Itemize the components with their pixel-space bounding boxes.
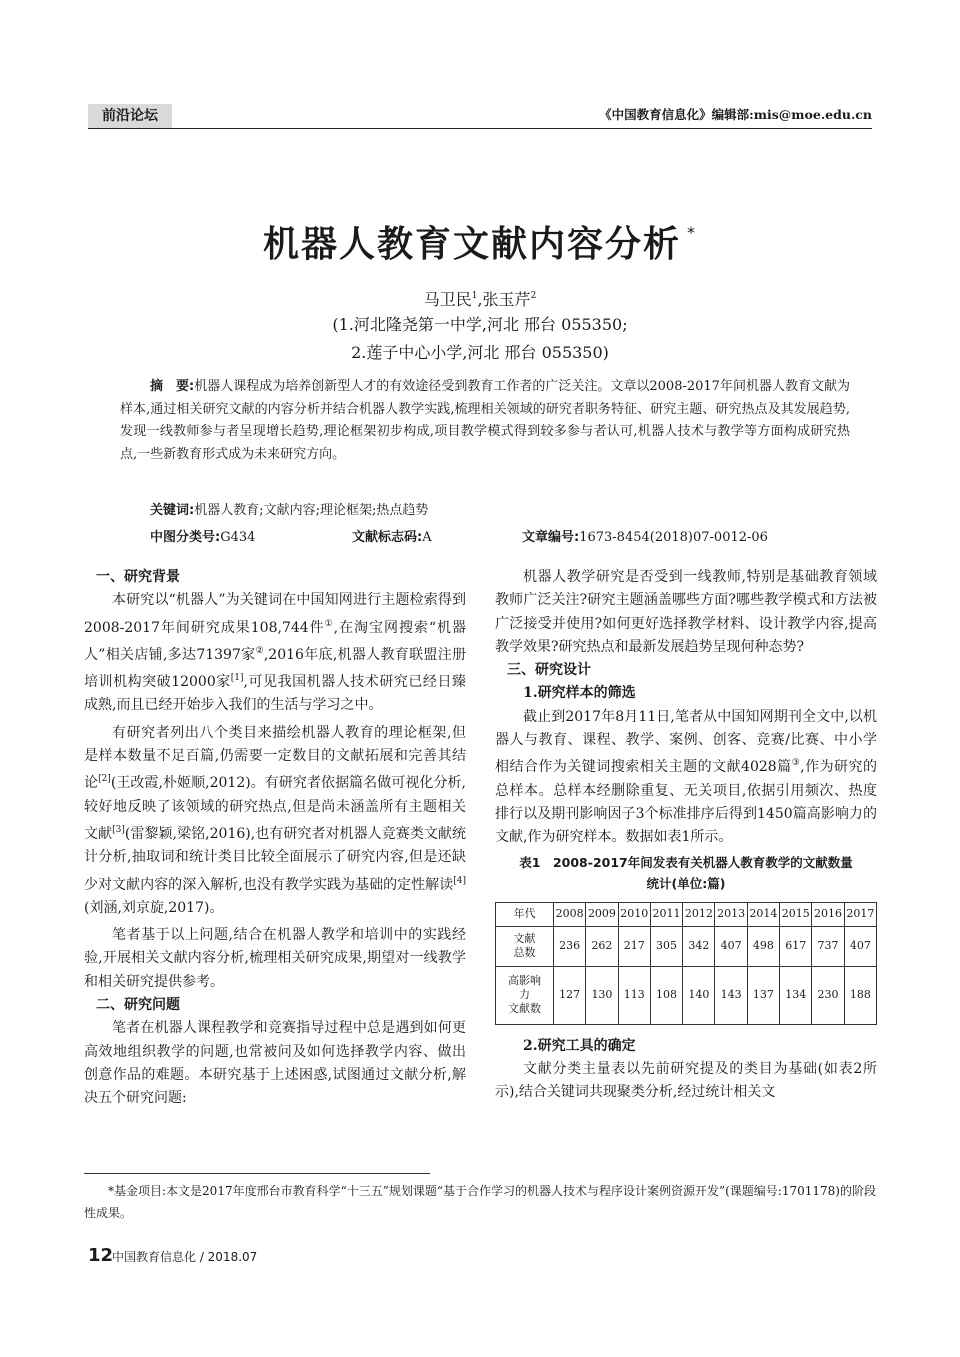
year-cell: 2011	[650, 902, 682, 926]
value-cell: 188	[844, 966, 876, 1024]
value-cell: 108	[650, 966, 682, 1024]
document-code	[352, 527, 432, 549]
footnote-rule	[84, 1173, 430, 1174]
abstract-text: 机器人课程成为培养创新型人才的有效途径受到教育工作者的广泛关注。文章以2008-2017年间机器人教育文献为样本,通过相关研究文献的内容分析并结合机器人教学实践,梳理相关领域的研究者职务特征、研究主题、研究热点及其发展趋势,发现一线教师参与者呈现增长趋势,理论框架初步构成,项目教学模式得到较多参与者认可,机器人技术与教学等方面构成研究热点,一些新教育形式成为未来研究方向。	[120, 379, 851, 462]
table-caption-line-1: 表1 2008-2017年间发表有关机器人教育教学的文献数量	[519, 854, 853, 870]
heading-questions: 二、研究问题	[96, 997, 180, 1014]
subheading-sample: 1.研究样本的筛选	[523, 685, 636, 702]
value-cell: 140	[683, 966, 715, 1024]
author-2: 张玉芹	[482, 290, 531, 309]
row-label-total	[496, 926, 554, 966]
value-cell: 113	[618, 966, 650, 1024]
text-span: ,作为研究的总样本。总样本经删除重复、无关项目,依据引用频次、热度排行以及期刊影响因子3个标准排序后得到1450篇高影响力的文献,作为研究样本。数据如表1所示。	[495, 759, 877, 846]
year-cell: 2008	[554, 902, 586, 926]
year-cell: 2013	[715, 902, 747, 926]
text-span: (王改霞,朴姬顺,2012)。有研究者依据篇名做可视化分析,较好地反映了该领域的研究热点,但是尚未涵盖所有主题相关文献	[84, 775, 467, 842]
paragraph-questions-list: 机器人教学研究是否受到一线教师,特别是基础教育领域教师广泛关注?研究主题涵盖哪些方面?哪些教学模式和方法被广泛接受并使用?如何更好选择教学材料、设计教学内容,提高教学效果?研究热点和最新发展趋势呈现何种态势?	[495, 569, 877, 655]
doc-value: A	[422, 530, 432, 545]
paragraph-background-3: 笔者基于以上问题,结合在机器人教学和培训中的实践经验,开展相关文献内容分析,梳理相关研究成果,期望对一线教学和相关研究提供参考。	[84, 927, 466, 990]
value-cell: 737	[812, 926, 844, 966]
subheading-tools: 2.研究工具的确定	[523, 1037, 636, 1054]
affiliation-2: 2.莲子中心小学,河北 邢台 055350)	[351, 343, 609, 362]
abstract-label: 摘 要:	[150, 379, 195, 394]
paragraph-tools: 文献分类主量表以先前研究提及的类目为基础(如表2所示),结合关键词共现聚类分析,经过统计相关文	[495, 1060, 877, 1101]
text-span: ,2016年底,机器人教育联盟注册培训机构突破12000家	[84, 646, 466, 691]
value-cell: 137	[747, 966, 779, 1024]
keywords-label: 关键词:	[150, 503, 195, 518]
value-cell: 498	[747, 926, 779, 966]
value-cell: 262	[586, 926, 618, 966]
author-separator: ,	[477, 290, 483, 309]
clc-label: 中图分类号:	[150, 530, 221, 545]
right-column	[495, 566, 877, 1104]
title-footnote-mark: *	[687, 223, 697, 242]
paragraph-background-1	[84, 589, 466, 717]
title-text: 机器人教育文献内容分析	[262, 224, 681, 265]
literature-count-table	[495, 902, 877, 1025]
paragraph-questions: 笔者在机器人课程教学和竞赛指导过程中总是遇到如何更高效地组织教学的问题,也常被问及如何选择教学内容、做出创意作品的难题。本研究基于上述困惑,试图通过文献分析,解决五个研究问题:	[84, 1020, 466, 1107]
table-row	[496, 966, 877, 1024]
section-tag: 前沿论坛	[88, 104, 172, 128]
doc-label: 文献标志码:	[352, 530, 423, 545]
row-label-line: 文献	[513, 932, 536, 946]
abstract	[120, 376, 850, 466]
citation-mark: [1]	[230, 673, 244, 684]
keywords-text: 机器人教育;文献内容;理论框架;热点趋势	[194, 503, 429, 518]
clc-number	[150, 527, 255, 549]
table-caption-line-2: 统计(单位:篇)	[646, 875, 726, 891]
article-title	[0, 208, 960, 270]
text-span: 截止到2017年8月11日,笔者从中国知网期刊全文中,以机器人与教育、课程、教学、案例、创客、竞赛/比赛、中小学相结合作为关键词搜索相关主题的文献4028篇	[495, 708, 877, 776]
year-cell: 2010	[618, 902, 650, 926]
keywords	[150, 500, 428, 522]
year-cell: 2016	[812, 902, 844, 926]
value-cell: 305	[650, 926, 682, 966]
value-cell: 230	[812, 966, 844, 1024]
left-column	[84, 566, 466, 1111]
funding-footnote: *基金项目:本文是2017年度邢台市教育科学“十三五”规划课题“基于合作学习的机器人技术与程序设计案例资源开发”(课题编号:1701178)的阶段性成果。	[84, 1184, 876, 1220]
id-label: 文章编号:	[522, 530, 580, 545]
year-cell: 2009	[586, 902, 618, 926]
table-row	[496, 902, 877, 926]
value-cell: 407	[844, 926, 876, 966]
row-label-line: 总数	[513, 946, 536, 960]
citation-mark: ③	[791, 758, 801, 769]
affiliation-1: (1.河北隆尧第一中学,河北 邢台 055350;	[332, 315, 628, 334]
row-label-line: 力	[519, 988, 530, 1002]
value-cell: 130	[586, 966, 618, 1024]
year-cell: 2012	[683, 902, 715, 926]
citation-mark: ①	[324, 618, 334, 629]
paragraph-background-2	[84, 722, 466, 920]
table-row	[496, 926, 877, 966]
value-cell: 236	[554, 926, 586, 966]
value-cell: 407	[715, 926, 747, 966]
value-cell: 342	[683, 926, 715, 966]
text-span: (雷黎颖,梁铭,2016),也有研究者对机器人竞赛类文献统计分析,抽取词和统计类目比较全面展示了研究内容,但是还缺少对文献内容的深入解析,也没有教学实践为基础的定性解读	[84, 825, 467, 893]
text-span: 本研究以“机器人”为关键词在中国知网进行主题检索得到2008-2017年间研究成果108,744件	[84, 592, 466, 636]
article-id	[522, 527, 768, 549]
value-cell: 617	[780, 926, 812, 966]
table-caption	[495, 852, 877, 894]
value-cell: 127	[554, 966, 586, 1024]
row-label-line: 文献数	[508, 1002, 541, 1016]
id-value: 1673-8454(2018)07-0012-06	[579, 530, 768, 545]
value-cell: 217	[618, 926, 650, 966]
year-cell: 2015	[780, 902, 812, 926]
heading-background: 一、研究背景	[96, 569, 180, 585]
text-span: ,在淘宝网搜索“机器人”相关店铺,多达71397家	[84, 619, 466, 663]
text-span: 有研究者列出八个类目来描绘机器人教育的理论框架,但是样本数量不足百篇,仍需要一定数目的文献拓展和完善其结论	[84, 724, 466, 792]
citation-mark: [2]	[98, 774, 111, 785]
citation-mark: ②	[255, 645, 264, 656]
citation-mark: [3]	[112, 824, 125, 835]
author-2-affil: 2	[530, 291, 537, 301]
journal-header: 《中国教育信息化》编辑部:mis@moe.edu.cn	[599, 107, 872, 122]
value-cell: 134	[780, 966, 812, 1024]
citation-mark: [4]	[453, 875, 466, 886]
heading-design: 三、研究设计	[507, 662, 591, 679]
value-cell: 143	[715, 966, 747, 1024]
text-span: (刘涵,刘京旋,2017)。	[84, 899, 224, 916]
table-header-cell: 年代	[496, 902, 554, 926]
clc-value: G434	[220, 530, 256, 545]
footer-journal: 中国教育信息化 / 2018.07	[112, 1250, 258, 1264]
author-1: 马卫民	[423, 290, 472, 309]
year-cell: 2014	[747, 902, 779, 926]
text-span: ,可见我国机器人技术研究已经日臻成熟,而且已经开始步入我们的生活与学习之中。	[84, 674, 466, 714]
row-label-high-impact	[496, 966, 554, 1024]
author-1-affil: 1	[471, 291, 478, 301]
row-label-line: 高影响	[508, 974, 541, 988]
paragraph-sample	[495, 706, 877, 850]
header-rule	[88, 128, 872, 129]
page-number: 12	[88, 1245, 114, 1266]
year-cell: 2017	[844, 902, 876, 926]
author-line	[0, 283, 960, 313]
